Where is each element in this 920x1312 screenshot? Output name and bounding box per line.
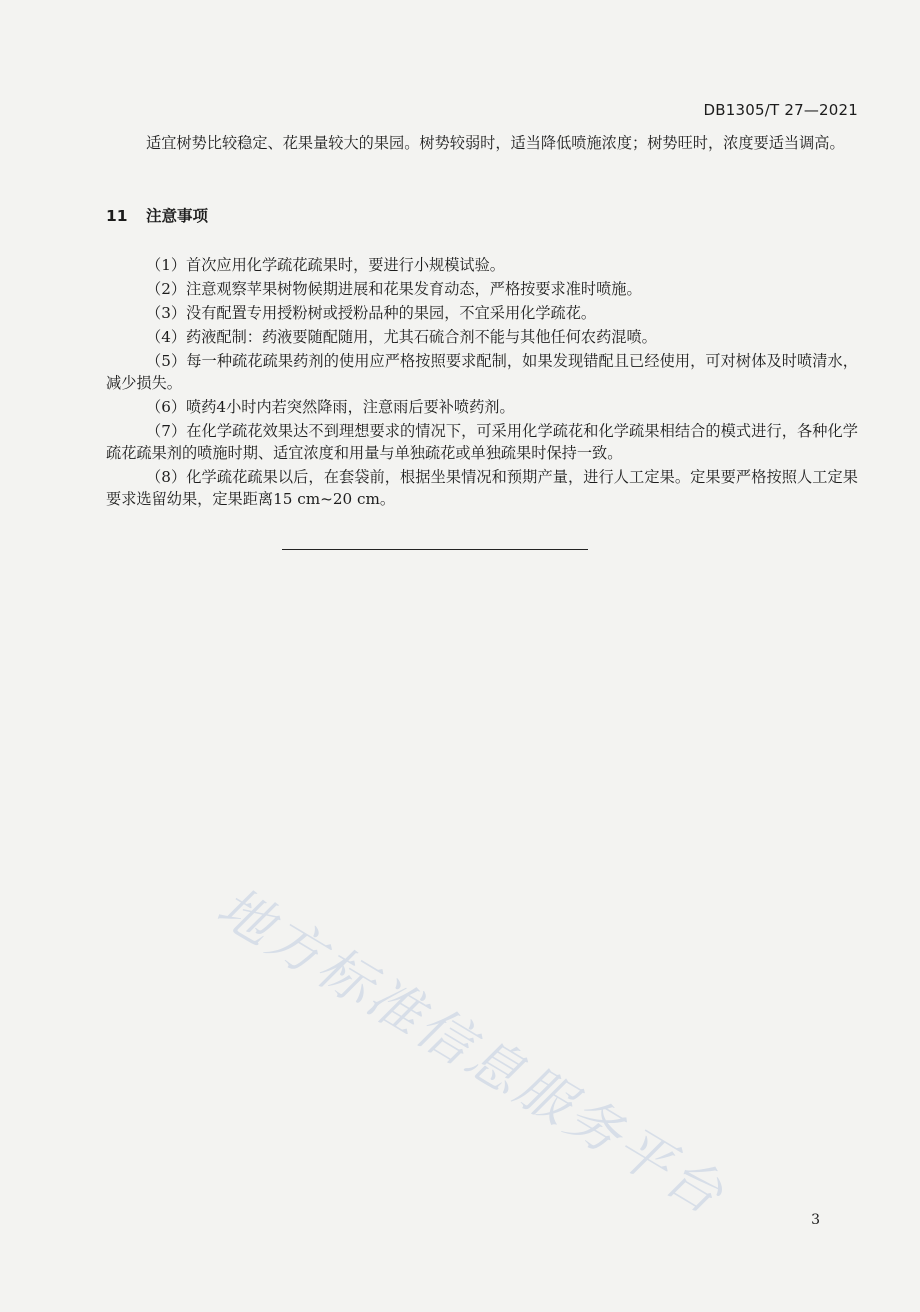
list-item: （5）每一种疏花疏果药剂的使用应严格按照要求配制，如果发现错配且已经使用，可对树体及时喷清水，减少损失。 [106, 352, 858, 392]
page-number: 3 [811, 1212, 820, 1228]
list-item: （3）没有配置专用授粉树或授粉品种的果园，不宜采用化学疏花。 [146, 304, 597, 322]
list-item: （7）在化学疏花效果达不到理想要求的情况下，可采用化学疏花和化学疏果相结合的模式进行，各种化学疏花疏果剂的喷施时期、适宜浓度和用量与单独疏花或单独疏果时保持一致。 [106, 422, 858, 462]
section-title: 注意事项 [146, 207, 209, 225]
list-item: （1）首次应用化学疏花疏果时，要进行小规模试验。 [146, 256, 505, 274]
list-item: （6）喷药4小时内若突然降雨，注意雨后要补喷药剂。 [146, 398, 515, 416]
list-item: （2）注意观察苹果树物候期进展和花果发育动态，严格按要求准时喷施。 [146, 280, 642, 298]
document-code: DB1305/T 27—2021 [703, 101, 858, 119]
intro-paragraph: 适宜树势比较稳定、花果量较大的果园。树势较弱时，适当降低喷施浓度；树势旺时，浓度要适当调高。 [146, 134, 845, 152]
end-rule [282, 549, 588, 550]
precautions-list [106, 254, 858, 512]
list-item: （8）化学疏花疏果以后，在套袋前，根据坐果情况和预期产量，进行人工定果。定果要严格按照人工定果要求选留幼果，定果距离15 cm~20 cm。 [106, 468, 858, 508]
section-number: 11 [106, 207, 128, 225]
watermark: 地方标准信息服务平台 [206, 874, 737, 1228]
list-item: （4）药液配制：药液要随配随用，尤其石硫合剂不能与其他任何农药混喷。 [146, 328, 657, 346]
section-heading [106, 204, 208, 226]
